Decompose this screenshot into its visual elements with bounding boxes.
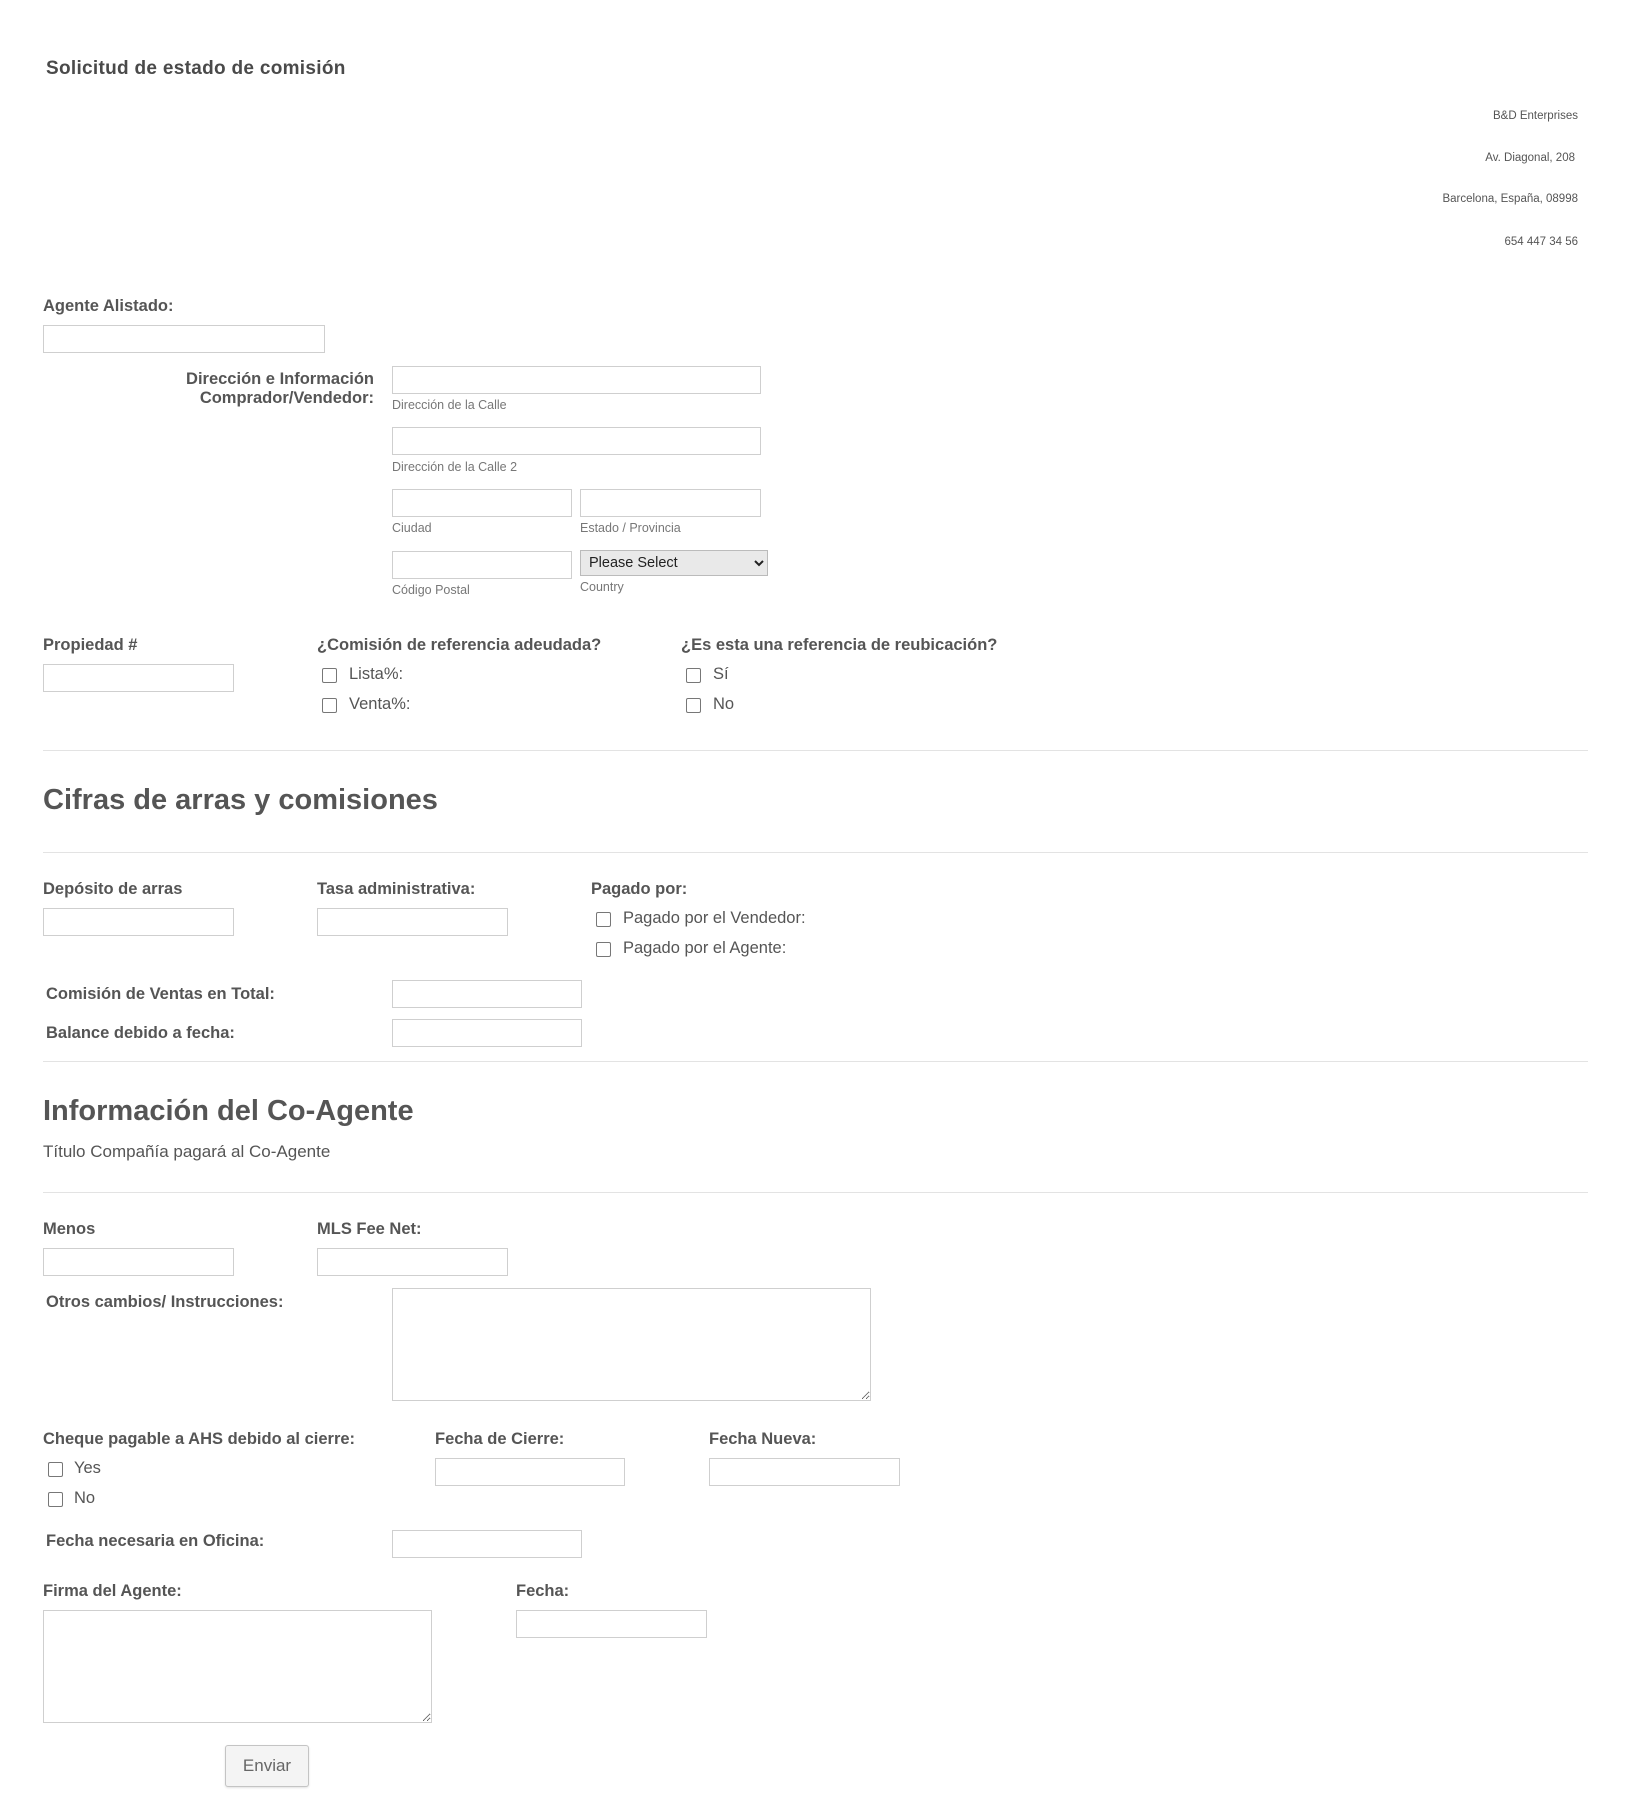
company-phone: 654 447 34 56 <box>1504 236 1578 248</box>
balance-due-label: Balance debido a fecha: <box>46 1024 235 1042</box>
postal-sublabel: Código Postal <box>392 583 470 597</box>
divider <box>43 1061 1588 1062</box>
total-commission-label: Comisión de Ventas en Total: <box>46 985 275 1003</box>
mls-fee-label: MLS Fee Net: <box>317 1220 422 1238</box>
section-figures-title: Cifras de arras y comisiones <box>43 784 438 816</box>
address-label-line1: Dirección e Información <box>186 370 374 388</box>
state-sublabel: Estado / Provincia <box>580 521 681 535</box>
total-commission-input[interactable] <box>392 980 582 1008</box>
closing-date-label: Fecha de Cierre: <box>435 1430 565 1448</box>
list-percent-label: Lista%: <box>349 665 404 683</box>
divider <box>43 852 1588 853</box>
country-sublabel: Country <box>580 580 624 594</box>
less-input[interactable] <box>43 1248 234 1276</box>
referral-commission-label: ¿Comisión de referencia adeudada? <box>317 636 602 654</box>
office-date-input[interactable] <box>392 1530 582 1558</box>
section-coagent-subtitle: Título Compañía pagará al Co-Agente <box>43 1142 331 1161</box>
section-coagent-title: Información del Co-Agente <box>43 1095 414 1127</box>
street-sublabel: Dirección de la Calle <box>392 398 507 412</box>
sale-percent-label: Venta%: <box>349 695 411 713</box>
company-street: Av. Diagonal, 208 <box>1485 152 1575 164</box>
sale-percent-checkbox[interactable] <box>322 698 337 713</box>
agent-signature-label: Firma del Agente: <box>43 1582 182 1600</box>
address-label <box>150 370 374 408</box>
submit-button[interactable]: Enviar <box>225 1745 309 1787</box>
relocation-label: ¿Es esta una referencia de reubicación? <box>681 636 998 654</box>
paid-by-seller-checkbox[interactable] <box>596 912 611 927</box>
street2-input[interactable] <box>392 427 761 455</box>
city-sublabel: Ciudad <box>392 521 432 535</box>
less-label: Menos <box>43 1220 96 1238</box>
form-title: Solicitud de estado de comisión <box>46 58 346 79</box>
company-city: Barcelona, España, 08998 <box>1442 193 1578 205</box>
property-label: Propiedad # <box>43 636 138 654</box>
new-date-input[interactable] <box>709 1458 900 1486</box>
divider <box>43 750 1588 751</box>
deposit-label: Depósito de arras <box>43 880 183 898</box>
new-date-label: Fecha Nueva: <box>709 1430 817 1448</box>
country-select[interactable] <box>580 550 768 576</box>
admin-fee-label: Tasa administrativa: <box>317 880 476 898</box>
list-percent-checkbox[interactable] <box>322 668 337 683</box>
relocation-no-label: No <box>713 695 735 713</box>
signature-date-label: Fecha: <box>516 1582 570 1600</box>
street-input[interactable] <box>392 366 761 394</box>
mls-fee-input[interactable] <box>317 1248 508 1276</box>
closing-date-input[interactable] <box>435 1458 625 1486</box>
other-changes-label: Otros cambios/ Instrucciones: <box>46 1293 284 1311</box>
paid-by-seller-label: Pagado por el Vendedor: <box>623 909 806 927</box>
relocation-yes-checkbox[interactable] <box>686 668 701 683</box>
balance-due-input[interactable] <box>392 1019 582 1047</box>
paid-by-agent-checkbox[interactable] <box>596 942 611 957</box>
paid-by-agent-label: Pagado por el Agente: <box>623 939 787 957</box>
check-payable-yes-label: Yes <box>74 1459 101 1477</box>
street2-sublabel: Dirección de la Calle 2 <box>392 460 518 474</box>
agent-listed-label: Agente Alistado: <box>43 297 174 315</box>
city-input[interactable] <box>392 489 572 517</box>
office-date-label: Fecha necesaria en Oficina: <box>46 1532 265 1550</box>
relocation-no-checkbox[interactable] <box>686 698 701 713</box>
check-payable-label: Cheque pagable a AHS debido al cierre: <box>43 1430 356 1448</box>
company-name: B&D Enterprises <box>1492 110 1578 122</box>
postal-input[interactable] <box>392 551 572 579</box>
address-label-line2: Comprador/Vendedor: <box>199 389 374 407</box>
divider <box>43 1192 1588 1193</box>
check-payable-yes-checkbox[interactable] <box>48 1462 63 1477</box>
property-input[interactable] <box>43 664 234 692</box>
check-payable-no-label: No <box>74 1489 96 1507</box>
deposit-input[interactable] <box>43 908 234 936</box>
other-changes-textarea[interactable] <box>392 1288 871 1401</box>
check-payable-no-checkbox[interactable] <box>48 1492 63 1507</box>
admin-fee-input[interactable] <box>317 908 508 936</box>
agent-listed-input[interactable] <box>43 325 325 353</box>
agent-signature-pad[interactable] <box>43 1610 432 1723</box>
relocation-yes-label: Sí <box>713 665 729 683</box>
signature-date-input[interactable] <box>516 1610 707 1638</box>
paid-by-label: Pagado por: <box>591 880 688 898</box>
state-input[interactable] <box>580 489 761 517</box>
